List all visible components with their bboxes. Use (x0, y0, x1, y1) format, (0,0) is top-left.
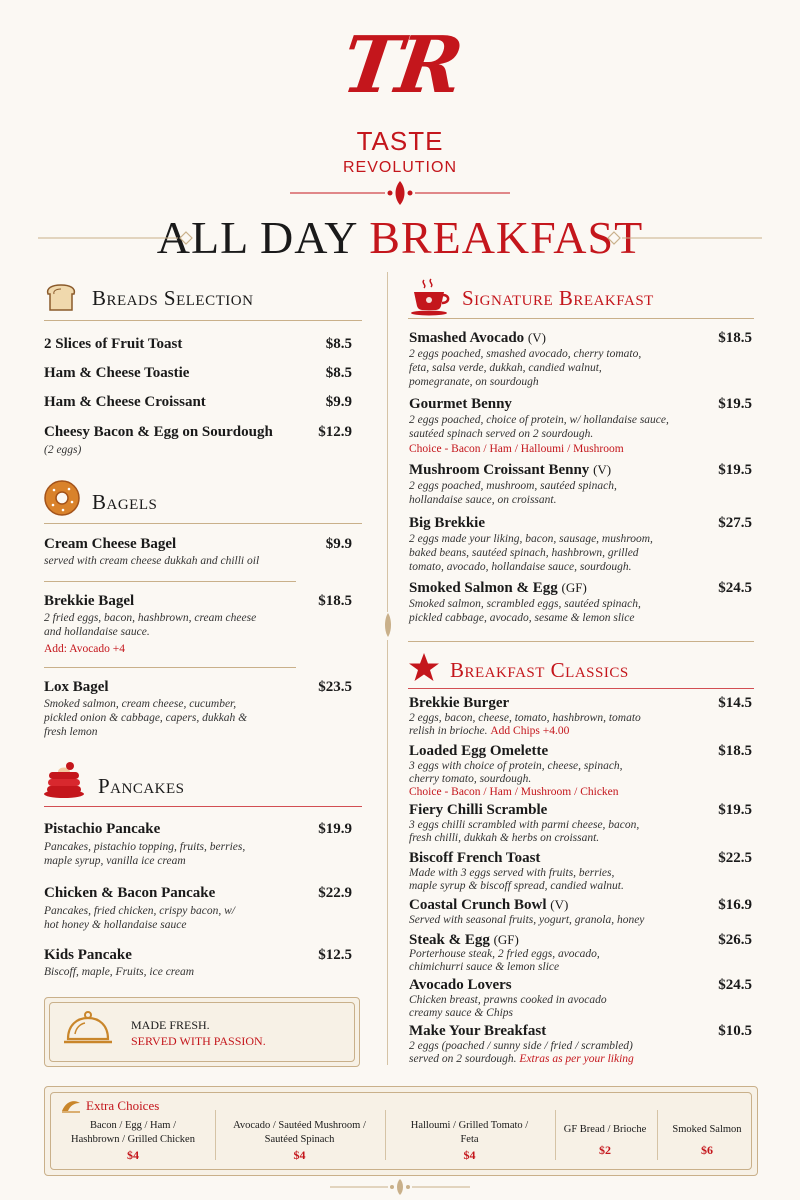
menu-item-extra: Add Chips +4.00 (490, 725, 570, 737)
star-icon (408, 652, 440, 682)
menu-item-desc: pomegranate, on sourdough (409, 376, 539, 388)
menu-item-name: Mushroom Croissant Benny (V) (409, 462, 612, 478)
menu-item-name: Steak & Egg (GF) (409, 932, 519, 948)
menu-item-name: Chicken & Bacon Pancake (44, 885, 216, 901)
menu-item-name: Brekkie Bagel (44, 593, 135, 609)
menu-item-price: $19.9 (318, 821, 352, 837)
section-title-signature: Signature Breakfast (462, 286, 654, 310)
extras-option: Smoked Salmon (672, 1124, 742, 1135)
menu-item-desc: hollandaise sauce, on croissant. (409, 494, 557, 506)
footer-ornament (330, 1177, 470, 1197)
menu-item-desc: fresh chilli, dukkah & herbs on croissant. (409, 832, 600, 844)
menu-item-price: $16.9 (718, 897, 752, 913)
menu-item-desc: Biscoff, maple, Fruits, ice cream (44, 966, 194, 978)
menu-item-desc: fresh lemon (44, 726, 98, 738)
extras-option: Avocado / Sautéed Mushroom / Sautéed Spinach (233, 1120, 366, 1145)
coffee-cup-icon (408, 276, 452, 316)
menu-item-name: Loaded Egg Omelette (409, 743, 549, 759)
menu-item-desc: served on 2 sourdough. Extras as per your liking (409, 1053, 634, 1065)
menu-item-name: Cheesy Bacon & Egg on Sourdough (44, 424, 273, 440)
item-divider (44, 581, 296, 582)
menu-item-price: $12.9 (318, 424, 352, 440)
menu-item-name: Ham & Cheese Croissant (44, 394, 206, 410)
menu-item-price: $18.5 (718, 743, 752, 759)
promo-line2: SERVED WITH PASSION. (131, 1034, 266, 1048)
section-rule (44, 806, 362, 807)
menu-item-desc: hot honey & hollandaise sauce (44, 919, 187, 931)
menu-item-name: Brekkie Burger (409, 695, 510, 711)
extras-divider (555, 1110, 556, 1160)
menu-item-desc: tomato, avocado, hollandaise sauce, sourdough. (409, 561, 632, 573)
section-rule (408, 318, 754, 319)
column-divider (387, 640, 388, 1065)
menu-item-name: Ham & Cheese Toastie (44, 365, 190, 381)
section-rule (44, 320, 362, 321)
menu-item-desc: Served with seasonal fruits, yogurt, granola, honey (409, 914, 645, 926)
menu-item-price: $12.5 (318, 947, 352, 963)
menu-item-desc: Smoked salmon, cream cheese, cucumber, (44, 698, 237, 710)
menu-item-desc: Smoked salmon, scrambled eggs, sautéed spinach, (409, 598, 641, 610)
extras-option: Halloumi / Grilled Tomato / Feta (410, 1120, 529, 1145)
menu-item-price: $8.5 (325, 365, 352, 381)
menu-item-extra: Choice - Bacon / Ham / Mushroom / Chicken (409, 786, 619, 798)
menu-item-name: 2 Slices of Fruit Toast (44, 336, 183, 352)
menu-item-price: $23.5 (318, 679, 352, 695)
menu-item-desc: 2 eggs poached, smashed avocado, cherry tomato, (409, 348, 642, 360)
menu-item-name: Cream Cheese Bagel (44, 536, 177, 552)
header-ornament (290, 178, 510, 208)
menu-item-desc: maple syrup & biscoff spread, candied walnut. (409, 880, 624, 892)
menu-item-name: Biscoff French Toast (409, 850, 541, 866)
menu-item-desc: 3 eggs with choice of protein, cheese, spinach, (409, 760, 623, 772)
menu-item-desc: pickled onion & cabbage, capers, dukkah & (44, 712, 248, 724)
menu-item-price: $8.5 (325, 336, 352, 352)
menu-item-price: $10.5 (718, 1023, 752, 1039)
title-rule-left (38, 231, 193, 245)
menu-item-desc: feta, salsa verde, dukkah, candied walnut, (409, 362, 602, 374)
menu-item-desc: 2 eggs poached, mushroom, sautéed spinach, (409, 480, 617, 492)
menu-item-desc: 2 eggs made your liking, bacon, sausage, mushroom, (409, 533, 653, 545)
menu-item-desc: 2 fried eggs, bacon, hashbrown, cream cheese (44, 612, 257, 624)
menu-item-name: Fiery Chilli Scramble (409, 802, 548, 818)
menu-item-desc: 2 eggs, bacon, cheese, tomato, hashbrown, tomato (409, 712, 641, 724)
menu-item-name: Big Brekkie (409, 515, 485, 531)
section-rule (44, 523, 362, 524)
extras-divider (385, 1110, 386, 1160)
cloche-icon (62, 1008, 114, 1050)
brand-subname: REVOLUTION (342, 159, 457, 176)
extras-price: $2 (599, 1143, 611, 1157)
extras-option: GF Bread / Brioche (563, 1124, 647, 1135)
page-title: ALL DAY BREAKFAST (156, 212, 644, 263)
menu-item-name: Lox Bagel (44, 679, 109, 695)
menu-item-name: Smashed Avocado (V) (409, 330, 546, 346)
menu-item-price: $18.5 (718, 330, 752, 346)
menu-item-price: $24.5 (718, 977, 752, 993)
extras-title: Extra Choices (86, 1098, 160, 1113)
extras-price: $4 (463, 1148, 476, 1162)
menu-item-desc: 3 eggs chilli scrambled with parmi cheese, bacon, (409, 819, 640, 831)
menu-item-extra: Add: Avocado +4 (44, 643, 126, 655)
menu-item-desc: (2 eggs) (44, 444, 82, 456)
extras-price: $6 (701, 1143, 713, 1157)
menu-item-desc: baked beans, sautéed spinach, hashbrown, grilled (409, 547, 639, 559)
pancake-icon (42, 760, 88, 800)
extras-divider (215, 1110, 216, 1160)
flourish-icon (60, 1097, 82, 1115)
menu-item-desc: Pancakes, pistachio topping, fruits, berries, (44, 841, 246, 853)
menu-item-price: $18.5 (318, 593, 352, 609)
menu-item-price: $22.5 (718, 850, 752, 866)
menu-item-desc: Made with 3 eggs served with fruits, berries, (409, 867, 615, 879)
menu-item-desc: Pancakes, fried chicken, crispy bacon, w/ (44, 905, 235, 917)
menu-item-desc: creamy sauce & Chips (409, 1007, 514, 1019)
menu-item-name: Kids Pancake (44, 947, 132, 963)
menu-item-name: Coastal Crunch Bowl (V) (409, 897, 569, 913)
bread-icon (44, 282, 78, 312)
menu-item-extra: Choice - Bacon / Ham / Halloumi / Mushroom (409, 443, 624, 455)
menu-item-desc: cherry tomato, sourdough. (409, 773, 532, 785)
extras-option: Bacon / Egg / Ham / Hashbrown / Grilled Chicken (71, 1120, 195, 1145)
item-divider (44, 667, 296, 668)
divider-ornament (378, 612, 398, 638)
menu-item-desc: Chicken breast, prawns cooked in avocado (409, 994, 607, 1006)
bagel-icon (42, 478, 82, 518)
menu-item-name: Avocado Lovers (409, 977, 512, 993)
column-divider (387, 272, 388, 612)
extras-price: $4 (127, 1148, 139, 1162)
menu-item-desc: served with cream cheese dukkah and chilli oil (44, 555, 260, 567)
menu-item-desc: and hollandaise sauce. (44, 626, 150, 638)
section-title-bagels: Bagels (92, 490, 158, 514)
menu-item-name: Pistachio Pancake (44, 821, 161, 837)
menu-item-price: $27.5 (718, 515, 752, 531)
menu-item-name: Gourmet Benny (409, 396, 512, 412)
promo-line1: MADE FRESH. (131, 1018, 210, 1032)
section-title-breads: Breads Selection (92, 286, 254, 310)
menu-item-desc: 2 eggs (poached / sunny side / fried / scrambled) (409, 1040, 633, 1052)
menu-item-price: $14.5 (718, 695, 752, 711)
menu-item-price: $9.9 (325, 394, 352, 410)
section-title-pancakes: Pancakes (98, 774, 185, 798)
menu-item-desc: maple syrup, vanilla ice cream (44, 855, 186, 867)
section-title-classics: Breakfast Classics (450, 658, 629, 682)
menu-item-price: $22.9 (318, 885, 352, 901)
section-rule (408, 688, 754, 689)
menu-item-price: $19.5 (718, 462, 752, 478)
brand-logo: TR (336, 20, 464, 111)
menu-item-desc: Porterhouse steak, 2 fried eggs, avocado, (409, 948, 600, 960)
menu-item-price: $19.5 (718, 802, 752, 818)
brand-name: TASTE (356, 126, 444, 156)
menu-item-name: Smoked Salmon & Egg (GF) (409, 580, 587, 596)
menu-item-desc: pickled cabbage, avocado, sesame & lemon slice (409, 612, 635, 624)
menu-item-desc: relish in brioche. Add Chips +4.00 (409, 725, 570, 737)
menu-item-price: $24.5 (718, 580, 752, 596)
title-rule-right (607, 231, 762, 245)
menu-item-extra: Extras as per your liking (519, 1053, 634, 1065)
menu-item-desc: 2 eggs poached, choice of protein, w/ hollandaise sauce, (409, 414, 669, 426)
extras-divider (657, 1110, 658, 1160)
section-rule (408, 641, 754, 642)
menu-item-price: $26.5 (718, 932, 752, 948)
menu-item-desc: chimichurri sauce & lemon slice (409, 961, 560, 973)
menu-item-price: $9.9 (325, 536, 352, 552)
menu-item-desc: sautéed spinach served on 2 sourdough. (409, 428, 594, 440)
extras-price: $4 (293, 1148, 306, 1162)
menu-item-price: $19.5 (718, 396, 752, 412)
menu-item-name: Make Your Breakfast (409, 1023, 547, 1039)
